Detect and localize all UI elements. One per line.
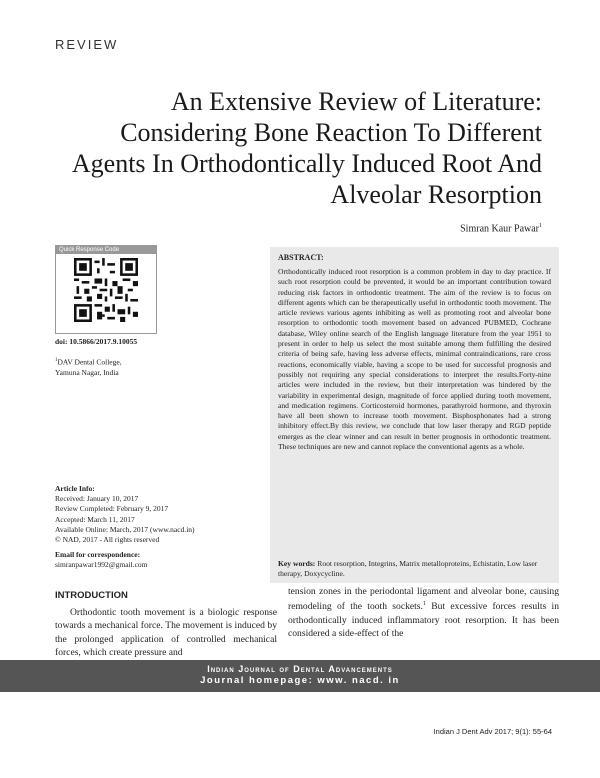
qr-code-icon bbox=[74, 258, 138, 322]
journal-homepage: Journal homepage: www. nacd. in bbox=[200, 675, 400, 686]
author-name: Simran Kaur Pawar bbox=[460, 223, 539, 235]
correspondence bbox=[55, 550, 148, 570]
affiliation-line-2: Yamuna Nagar, India bbox=[55, 367, 119, 377]
abstract-heading: ABSTRACT: bbox=[278, 253, 324, 262]
section-label: REVIEW bbox=[55, 37, 119, 52]
page-citation: Indian J Dent Adv 2017; 9(1): 55-64 bbox=[433, 727, 552, 736]
intro-right-text-a: tension zones in the periodontal ligament and alveolar bone, causing remodeling of the tooth sockets. bbox=[288, 586, 559, 613]
introduction-heading: INTRODUCTION bbox=[55, 590, 128, 601]
doi: doi: 10.5866/2017.9.10055 bbox=[55, 337, 138, 346]
qr-code-box bbox=[55, 245, 157, 334]
intro-right-text-b: But excessive forces results in orthodontically induced inflammatory root resorption. It has been considered a side-effect of the bbox=[288, 601, 559, 640]
author-affiliation-mark: 1 bbox=[539, 223, 542, 229]
journal-footer-bar bbox=[0, 660, 600, 692]
review-completed-date: Review Completed: February 9, 2017 bbox=[55, 504, 169, 514]
copyright: © NAD, 2017 - All rights reserved bbox=[55, 535, 160, 545]
abstract-text: Orthodontically induced root resorption is a common problem in day to day practice. If such root resorption could be prevented, it would be an important contribution toward reducing risk factors in orthodontic treatment. The aim of the review is to focus on different agents which can be therapeutically useful in orthodontic tooth movement. The article reviews various agents inhibiting as well as promoting root and alveolar bone resorption to orthodontic tooth movement based on advanced PUBMED, Cochrane database, Wiley online search of the English language literature from the year 1951 to present in order to help us select the most suitable among them fulfilling the desired criteria of being safe, having less adverse effects, minimal contraindications, rare cross reactions, economically viable, having a scope to be used for successful prognosis and possibly not requiring any special considerations to interpret the results.Forty-nine articles were included in the review, but their interpretation was hindered by the variability in experimental design, magnitude of force applied during tooth movement, and medication regimens. Corticosteroid hormones, parathyroid hormone, and thyroxin have all been shown to increase tooth movement. Bisphosphonates had a strong inhibitory effect.By this review, we conclude that low laser therapy and RGD peptide emerges as the clear winner and can result in better prognosis in orthodontic treatment. These techniques are new and cannot replace the conventional agents as a whole. bbox=[278, 267, 551, 452]
received-date: Received: January 10, 2017 bbox=[55, 494, 139, 504]
introduction-right-column bbox=[288, 585, 559, 641]
keywords-list: Root resorption, Integrins, Matrix metalloproteins, Echistatin, Low laser therapy, Doxycycline. bbox=[278, 559, 538, 579]
affiliation bbox=[55, 356, 122, 378]
introduction-left-column: Orthodontic tooth movement is a biologic response towards a mechanical force. The movement is induced by the prolonged application of controlled mechanical forces, which create pressure and bbox=[55, 607, 277, 659]
article-info bbox=[55, 484, 195, 545]
article-info-heading: Article Info: bbox=[55, 484, 95, 493]
affiliation-mark: 1 bbox=[55, 358, 58, 363]
qr-code-label: Quick Response Code bbox=[56, 246, 156, 254]
reference-mark: 1 bbox=[422, 601, 426, 608]
keywords-heading: Key words: bbox=[278, 559, 316, 568]
author bbox=[460, 223, 542, 234]
available-online-date: Available Online: March, 2017 (www.nacd.in) bbox=[55, 524, 195, 534]
accepted-date: Accepted: March 11, 2017 bbox=[55, 514, 135, 524]
abstract-box bbox=[270, 247, 559, 583]
journal-name: Indian Journal of Dental Advancements bbox=[207, 664, 393, 674]
article-title: An Extensive Review of Literature: Considering Bone Reaction To Different Agents In Orthodontically Induced Root And Alveolar Resorption bbox=[71, 87, 542, 209]
affiliation-line-1: DAV Dental College, bbox=[57, 357, 122, 367]
correspondence-heading: Email for correspondence: bbox=[55, 550, 141, 559]
correspondence-email: simranpawar1992@gmail.com bbox=[55, 560, 148, 569]
keywords bbox=[278, 559, 551, 580]
